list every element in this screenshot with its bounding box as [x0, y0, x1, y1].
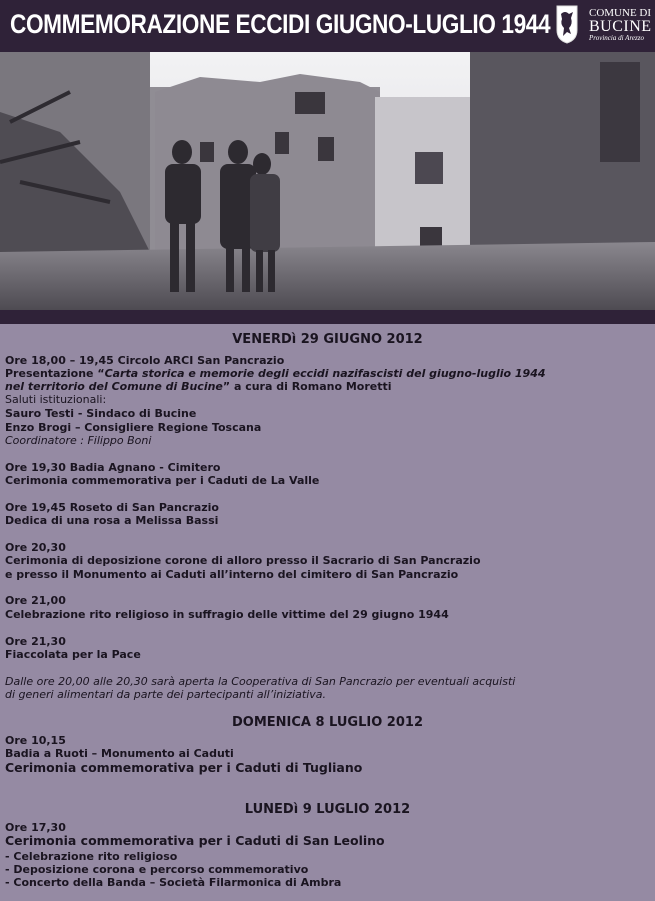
program-line: [5, 380, 392, 393]
program-line: Enzo Brogi – Consigliere Regione Toscana: [5, 421, 262, 434]
program-text: ” a cura di Romano Moretti: [222, 380, 392, 393]
program-line: Ore 10,15: [5, 734, 66, 747]
program-line: Celebrazione rito religioso in suffragio delle vittime del 29 giugno 1944: [5, 608, 449, 621]
logo-sub-text: Provincia di Arezzo: [589, 34, 644, 42]
program-line: Ore 21,30: [5, 635, 66, 648]
logo-top-text: COMUNE DI: [589, 7, 652, 19]
program-line: Ore 18,00 – 19,45 Circolo ARCI San Pancrazio: [5, 354, 285, 367]
program-line: Coordinatore : Filippo Boni: [5, 434, 152, 447]
program-line: Ore 17,30: [5, 821, 66, 834]
program-line: - Deposizione corona e percorso commemorativo: [5, 863, 309, 876]
comune-logo[interactable]: [589, 8, 652, 43]
section-heading: VENERDì 29 GIUGNO 2012: [232, 332, 423, 347]
war-ruins-photo: [0, 52, 655, 310]
program-note: di generi alimentari da parte dei partecipanti all’iniziativa.: [5, 688, 326, 701]
book-title-text: nel territorio del Comune di Bucine: [5, 380, 223, 393]
section-heading: LUNEDì 9 LUGLIO 2012: [244, 802, 411, 817]
divider-band: [0, 310, 655, 324]
hero-photo-carousel[interactable]: [0, 52, 655, 310]
logo-name-text: BUCINE: [589, 18, 652, 35]
program-line: Saluti istituzionali:: [5, 393, 107, 406]
program-note: Dalle ore 20,00 alle 20,30 sarà aperta la Cooperativa di San Pancrazio per eventuali acquisti: [5, 675, 516, 688]
program-line: - Concerto della Banda – Società Filarmonica di Ambra: [5, 876, 342, 889]
program-line: [5, 367, 546, 380]
program-line: Ore 19,30 Badia Agnano - Cimitero: [5, 461, 221, 474]
section-heading: DOMENICA 8 LUGLIO 2012: [231, 715, 423, 730]
program-line: Cerimonia commemorativa per i Caduti de La Valle: [5, 474, 320, 487]
program-line: Ore 20,30: [5, 541, 66, 554]
program-line: Ore 19,45 Roseto di San Pancrazio: [5, 501, 219, 514]
program-line: e presso il Monumento ai Caduti all’interno del cimitero di San Pancrazio: [5, 568, 459, 581]
header-bar: [0, 0, 655, 52]
program-line: Cerimonia di deposizione corone di alloro presso il Sacrario di San Pancrazio: [5, 554, 481, 567]
program-line: - Celebrazione rito religioso: [5, 850, 178, 863]
program-line: Sauro Testi - Sindaco di Bucine: [5, 407, 197, 420]
program-text: Presentazione “: [5, 367, 105, 380]
program-line: Cerimonia commemorativa per i Caduti di Tugliano: [5, 760, 363, 775]
program-line: Ore 21,00: [5, 594, 66, 607]
program-line: Dedica di una rosa a Melissa Bassi: [5, 514, 219, 527]
page-title: COMMEMORAZIONE ECCIDI GIUGNO-LUGLIO 1944: [10, 9, 551, 39]
program-line: Badia a Ruoti – Monumento ai Caduti: [5, 747, 234, 760]
coat-of-arms-icon: [553, 4, 581, 44]
program-line: Cerimonia commemorativa per i Caduti di San Leolino: [5, 833, 385, 848]
book-title-text: Carta storica e memorie degli eccidi nazifascisti del giugno-luglio 1944: [104, 367, 546, 380]
program-line: Fiaccolata per la Pace: [5, 648, 141, 661]
